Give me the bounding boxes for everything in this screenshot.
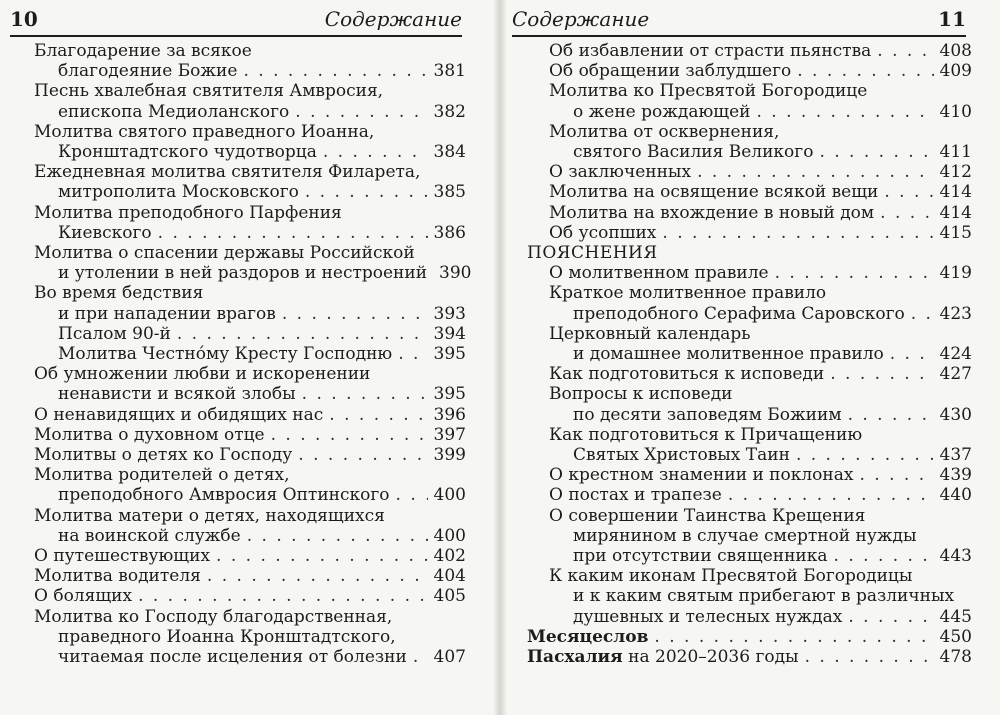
dot-leader: [207, 566, 428, 586]
left-page-number: 10: [10, 7, 38, 31]
dot-leader: [396, 485, 428, 505]
section-heading: ПОЯСНЕНИЯ: [527, 243, 658, 264]
dot-leader: [305, 182, 428, 202]
toc-entry-text: Как подготовиться к Причащению: [549, 424, 863, 445]
toc-entry-last-line: [549, 304, 972, 324]
toc-entry-text: Молитва о спасении державы Российской: [34, 243, 415, 264]
dot-leader: [298, 445, 427, 465]
dot-leader: [819, 142, 933, 162]
toc-entry-last-line: [34, 304, 466, 324]
toc-entry: [549, 465, 972, 485]
toc-entry: [549, 425, 972, 465]
book-gutter: [494, 0, 506, 715]
toc-entry: [34, 566, 466, 586]
toc-entry-text: Псалом 90-й: [58, 323, 171, 344]
toc-page-number: 386: [433, 222, 466, 243]
toc-page-number: 414: [939, 182, 972, 203]
toc-entry: [34, 425, 466, 445]
dot-leader: [282, 304, 428, 324]
toc-entry-text: Как подготовиться к исповеди: [549, 364, 825, 385]
toc-entry-text: Молитва на освящение всякой вещи: [549, 182, 879, 203]
toc-entry-last-line: [34, 405, 466, 425]
toc-page-number: 404: [433, 566, 466, 587]
toc-entry-text: Песнь хвалебная святителя Амвросия,: [34, 81, 384, 102]
toc-entry: [549, 384, 972, 424]
toc-entry: [34, 546, 466, 566]
toc-entry-text: Молитва Честно́му Кресту Господню: [58, 344, 393, 365]
dot-leader: [295, 102, 427, 122]
toc-entry-text: Молитвы о детях ко Господу: [34, 445, 293, 466]
toc-entry-last-line: [34, 263, 472, 284]
dot-leader: [805, 647, 934, 667]
toc-page-number: 381: [433, 61, 466, 82]
toc-page-number: 439: [939, 465, 972, 486]
toc-entry-text: на воинской службе: [58, 525, 241, 546]
toc-entry-last-line: [549, 405, 972, 425]
toc-page-number: 415: [939, 222, 972, 243]
toc-page-number: 419: [939, 263, 972, 284]
toc-entry: [549, 263, 972, 283]
toc-entry-last-line: [549, 344, 972, 364]
toc-page-number: 408: [939, 41, 972, 61]
toc-entry-text: Об избавлении от страсти пьянства: [549, 41, 872, 61]
toc-page-number: 424: [939, 344, 972, 365]
dot-leader: [158, 223, 428, 243]
toc-entry-last-line: [34, 485, 466, 505]
toc-page-number: 405: [433, 586, 466, 607]
left-page: [0, 0, 494, 715]
dot-leader: [271, 425, 428, 445]
dot-leader: [323, 142, 428, 162]
toc-entry: [34, 607, 466, 668]
toc-entry: [34, 506, 466, 546]
toc-page-number: 409: [939, 61, 972, 82]
toc-entry-text: Молитва матери о детях, находящихся: [34, 505, 385, 526]
toc-entry: [549, 485, 972, 505]
toc-page-number: 423: [939, 303, 972, 324]
toc-entry-text: митрополита Московского: [58, 182, 299, 203]
dot-leader: [848, 607, 933, 627]
toc-entry-text: Церковный календарь: [549, 323, 751, 344]
toc-entry-last-line: [549, 203, 972, 223]
toc-entry-last-line: [549, 263, 972, 283]
toc-entry-text: О путешествующих: [34, 546, 211, 567]
toc-entry-last-line: [34, 526, 466, 546]
dot-leader: [877, 41, 933, 61]
toc-entry: [34, 324, 466, 344]
toc-entry: [34, 41, 466, 81]
toc-entry: [549, 81, 972, 121]
toc-entry-text: [527, 647, 799, 667]
toc-entry-text: Молитва на вхождение в новый дом: [549, 202, 875, 223]
toc-entry: [34, 364, 466, 404]
toc-entry-text: и к каким святым прибегают в различных: [573, 586, 955, 607]
toc-page-number: 384: [433, 142, 466, 163]
toc-entry: [549, 506, 972, 567]
dot-leader: [138, 586, 427, 606]
toc-entry-text: Молитва ко Господу благодарственная,: [34, 606, 393, 627]
right-header-rule: [512, 35, 966, 37]
toc-entry-last-line: [549, 162, 972, 182]
toc-entry: [549, 364, 972, 384]
toc-page-number: 390: [439, 263, 472, 284]
left-toc-list: [34, 41, 472, 668]
toc-page-number: 407: [433, 647, 466, 668]
toc-entry-text: преподобного Серафима Саровского: [573, 303, 905, 324]
toc-page-number: 430: [939, 404, 972, 425]
toc-entry-text: О совершении Таинства Крещения: [549, 505, 866, 526]
toc-entry: [34, 405, 466, 425]
dot-leader: [247, 526, 428, 546]
dot-leader: [797, 61, 933, 81]
toc-entry-text: читаемая после исцеления от болезни: [58, 647, 407, 668]
toc-page-number: 414: [939, 202, 972, 223]
dot-leader: [830, 364, 933, 384]
toc-entry-text: О ненавидящих и обидящих нас: [34, 404, 324, 425]
toc-page-number: 478: [939, 647, 972, 668]
toc-entry-text: Молитва преподобного Парфения: [34, 202, 342, 223]
toc-entry-text: Киевского: [58, 222, 152, 243]
toc-entry-text: ненависти и всякой злобы: [58, 384, 296, 405]
toc-page-number: 450: [939, 626, 972, 647]
toc-entry-text: Молитва от осквернения,: [549, 121, 780, 142]
toc-entry-last-line: [34, 566, 466, 586]
right-toc-list: [527, 41, 972, 668]
toc-entry-bold-text: Месяцеслов: [527, 626, 649, 647]
toc-entry-last-line: [34, 344, 466, 364]
dot-leader: [884, 182, 933, 202]
toc-entry-text: душевных и телесных нуждах: [573, 606, 843, 627]
toc-entry-text: О болящих: [34, 586, 133, 607]
toc-entry-text: Ежедневная молитва святителя Филарета,: [34, 162, 421, 183]
toc-entry-last-line: [549, 607, 972, 627]
dot-leader: [216, 546, 428, 566]
toc-entry-text: епископа Медиоланского: [58, 101, 290, 122]
dot-leader: [177, 324, 428, 344]
toc-entry-text: по десяти заповедям Божиим: [573, 404, 842, 425]
toc-entry-text: мирянином в случае смертной нужды: [573, 525, 917, 546]
dot-leader: [243, 61, 427, 81]
toc-entry: [34, 162, 466, 202]
toc-entry: [34, 81, 466, 121]
toc-entry: [549, 566, 972, 627]
toc-page-number: 437: [939, 445, 972, 466]
toc-page-number: 382: [433, 101, 466, 122]
toc-entry-text: Благодарение за всякое: [34, 41, 252, 61]
toc-entry-last-line: [34, 546, 466, 566]
toc-page-number: 400: [433, 525, 466, 546]
toc-entry-last-line: [34, 182, 466, 202]
toc-entry-text: Молитва святого праведного Иоанна,: [34, 121, 375, 142]
toc-entry-text: О заключенных: [549, 162, 692, 183]
toc-page-number: 400: [433, 485, 466, 506]
toc-entry-text: Святых Христовых Таин: [573, 445, 790, 466]
toc-entry-text: О постах и трапезе: [549, 485, 722, 506]
dot-leader: [728, 485, 934, 505]
toc-page-number: 440: [939, 485, 972, 506]
toc-page-number: 394: [433, 323, 466, 344]
toc-entry-last-line: [549, 41, 972, 61]
toc-entry-text: К каким иконам Пресвятой Богородицы: [549, 566, 913, 587]
toc-entry: [549, 324, 972, 364]
dot-leader: [654, 627, 933, 647]
dot-leader: [398, 344, 427, 364]
toc-entry-last-line: [34, 61, 466, 81]
toc-entry-bold-text: Пасхалия: [527, 647, 623, 668]
toc-entry-rest-text: на 2020–2036 годы: [622, 647, 799, 668]
toc-entry: [34, 344, 466, 364]
toc-entry-text: О молитвенном правиле: [549, 263, 769, 284]
toc-entry-last-line: [527, 647, 972, 667]
toc-page-number: 395: [433, 384, 466, 405]
dot-leader: [848, 405, 934, 425]
toc-entry: [549, 162, 972, 182]
dot-leader: [329, 405, 427, 425]
toc-entry: [549, 61, 972, 81]
toc-entry-last-line: [34, 223, 466, 243]
toc-page-number: 402: [433, 546, 466, 567]
toc-entry-last-line: [549, 102, 972, 122]
toc-entry-last-line: [549, 61, 972, 81]
dot-leader: [757, 102, 934, 122]
toc-entry-text: благодеяние Божие: [58, 61, 238, 82]
toc-page-number: 397: [433, 424, 466, 445]
toc-entry-last-line: [34, 384, 466, 404]
toc-entry-text: и при нападении врагов: [58, 303, 276, 324]
toc-entry-last-line: [34, 647, 466, 667]
toc-entry: [34, 122, 466, 162]
toc-entry: [549, 122, 972, 162]
dot-leader: [859, 465, 933, 485]
toc-entry: [34, 586, 466, 606]
toc-entry-text: и домашнее молитвенное правило: [573, 344, 884, 365]
toc-entry-bold: [527, 647, 972, 667]
dot-leader: [662, 223, 933, 243]
toc-entry-bold: [527, 627, 972, 647]
toc-entry-last-line: [549, 142, 972, 162]
toc-entry: [34, 283, 466, 323]
toc-entry: [549, 203, 972, 223]
left-header-rule: [10, 35, 462, 37]
toc-entry-text: Молитва о духовном отце: [34, 424, 265, 445]
right-header-title: Содержание: [512, 7, 650, 31]
toc-entry-text: Во время бедствия: [34, 283, 204, 304]
toc-entry-last-line: [34, 324, 466, 344]
toc-entry-text: Об умножении любви и искоренении: [34, 364, 371, 385]
right-page-number: 11: [938, 7, 966, 31]
right-page-header: [512, 6, 966, 32]
toc-entry-last-line: [549, 182, 972, 202]
toc-entry-text: О крестном знамении и поклонах: [549, 465, 854, 486]
toc-entry-text: преподобного Амвросия Оптинского: [58, 485, 390, 506]
toc-page-number: 411: [939, 142, 972, 163]
toc-entry-last-line: [549, 485, 972, 505]
toc-page-number: 385: [433, 182, 466, 203]
toc-page-number: 399: [433, 445, 466, 466]
toc-page-number: 410: [939, 101, 972, 122]
dot-leader: [302, 384, 428, 404]
toc-page-number: 393: [433, 303, 466, 324]
toc-entry-text: при отсутствии священника: [573, 546, 828, 567]
toc-page-number: 395: [433, 344, 466, 365]
toc-entry: [34, 203, 466, 243]
toc-entry: [34, 465, 466, 505]
dot-leader: [911, 304, 934, 324]
toc-entry-text: Молитва ко Пресвятой Богородице: [549, 81, 868, 102]
toc-entry-last-line: [549, 445, 972, 465]
toc-entry: [34, 445, 466, 465]
toc-page-number: 443: [939, 546, 972, 567]
toc-page-number: 412: [939, 162, 972, 183]
toc-entry-text: и утолении в ней раздоров и нестроений: [58, 263, 428, 284]
toc-entry-last-line: [34, 586, 466, 606]
toc-entry-text: Молитва родителей о детях,: [34, 465, 290, 486]
toc-entry-last-line: [549, 364, 972, 384]
toc-entry-last-line: [34, 425, 466, 445]
dot-leader: [775, 263, 934, 283]
dot-leader: [697, 162, 933, 182]
left-header-title: Содержание: [324, 7, 462, 31]
toc-entry-text: Об усопших: [549, 222, 657, 243]
toc-entry-text: святого Василия Великого: [573, 142, 814, 163]
toc-entry: [549, 41, 972, 61]
toc-entry-last-line: [34, 445, 466, 465]
toc-entry-text: Вопросы к исповеди: [549, 384, 733, 405]
dot-leader: [880, 203, 933, 223]
toc-page-number: 427: [939, 364, 972, 385]
toc-entry-last-line: [527, 627, 972, 647]
toc-entry-text: праведного Иоанна Кронштадтского,: [58, 626, 396, 647]
toc-entry-text: Кронштадтского чудотворца: [58, 142, 317, 163]
dot-leader: [890, 344, 934, 364]
toc-entry: [34, 243, 472, 284]
dot-leader: [796, 445, 934, 465]
right-page: [506, 0, 1000, 715]
dot-leader: [834, 546, 934, 566]
toc-page-number: 396: [433, 404, 466, 425]
toc-entry-text: о жене рождающей: [573, 101, 751, 122]
toc-entry-text: Краткое молитвенное правило: [549, 283, 827, 304]
toc-entry: [549, 223, 972, 243]
toc-entry-last-line: [34, 142, 466, 162]
toc-entry: [549, 182, 972, 202]
toc-entry-last-line: [549, 546, 972, 566]
toc-entry-last-line: [34, 102, 466, 122]
dot-leader: [413, 647, 428, 667]
toc-page-number: 445: [939, 606, 972, 627]
toc-entry: [549, 283, 972, 323]
toc-entry-last-line: [549, 465, 972, 485]
left-page-header: [10, 6, 462, 32]
toc-entry-text: Молитва водителя: [34, 566, 201, 587]
toc-entry-text: [527, 627, 648, 647]
toc-entry-last-line: [549, 223, 972, 243]
toc-entry-text: Об обращении заблудшего: [549, 61, 792, 82]
